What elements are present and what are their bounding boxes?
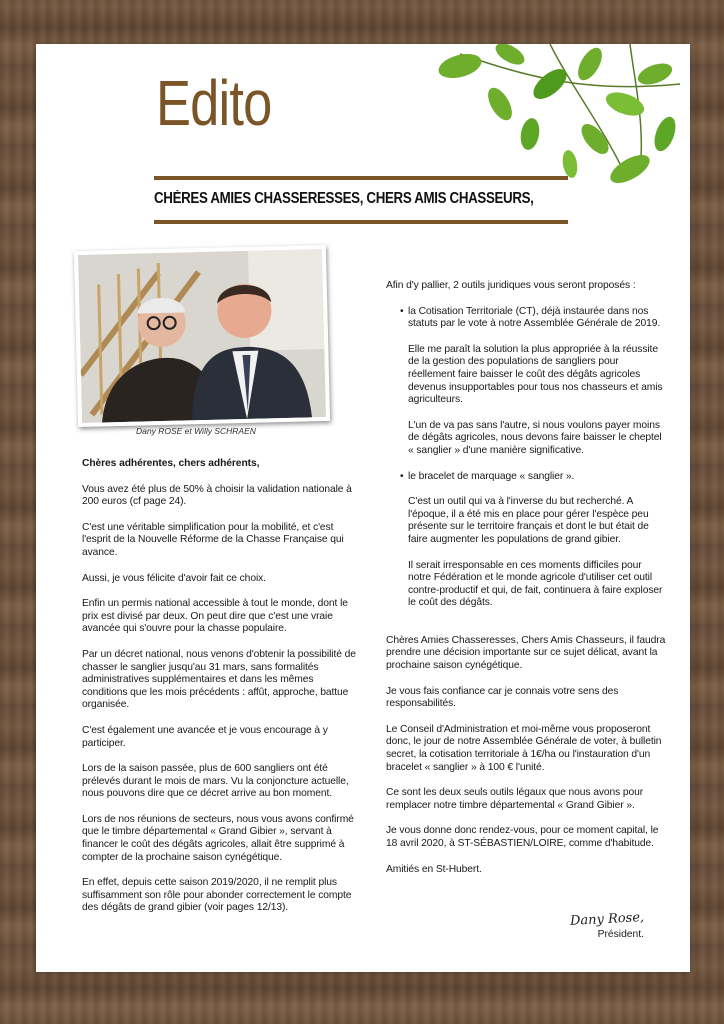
portrait-photo-image [78, 249, 326, 423]
spacer [386, 623, 666, 635]
paragraph: Vous avez été plus de 50% à choisir la validation nationale à 200 euros (cf page 24). [82, 483, 352, 508]
signature-block [570, 912, 644, 940]
paragraph: Lors de la saison passée, plus de 600 sangliers ont été prélevés durant le mois de mars. Vu la conjoncture actuelle, nous pouvons dire que ce décret arrive au bon moment. [82, 763, 349, 800]
paragraph: Elle me paraît la solution la plus appropriée à la réussite de la gestion des populations de sangliers pour réellement faire baisser le coût des dégâts agricoles devenus insupportables pour tous nos chasseurs et amis agriculteurs. [408, 343, 663, 406]
paragraph: Enfin un permis national accessible à tout le monde, dont le prix est divisé par deux. On peut dire que c'est une vraie avancée qui s'ouvre pour la chasse populaire. [82, 598, 348, 635]
paragraph: Je vous donne donc rendez-vous, pour ce moment capital, le 18 avril 2020, à ST-SÉBASTIEN/LOIRE, comme d'habitude. [386, 825, 659, 849]
paragraph: L'un de va pas sans l'autre, si nous voulons payer moins de dégâts agricoles, nous devons faire baisser le cheptel « sanglier » d'une manière significative. [408, 419, 662, 456]
paragraph: C'est également une avancée et je vous encourage à y participer. [82, 724, 328, 749]
page-sheet [36, 44, 690, 972]
paragraph: Lors de nos réunions de secteurs, nous vous avons confirmé que le timbre départemental « Grand Gibier », servant à financer le coût des dégâts agricoles, allait être supprimé à compter de la prochaine saison cynégétique. [82, 813, 354, 863]
paragraph: Je vous fais confiance car je connais votre sens des responsabilités. [386, 685, 619, 710]
portrait-photo [74, 245, 330, 427]
paragraph: Par un décret national, nous venons d'obtenir la possibilité de chasser le sanglier jusqu'au 31 mars, sans formalités administratives supplémentaires et dans les mêmes conditions que les mois précédents : affût, approche, battue organisée. [82, 648, 356, 711]
paragraph: Il serait irresponsable en ces moments difficiles pour notre Fédération et le monde agricole d'utiliser cet outil contre-productif et qui, de fait, continuera à faire exploser le coût des dégâts. [408, 559, 663, 609]
left-column [82, 458, 360, 928]
signature-name: Dany Rose, [569, 910, 645, 929]
title-rule-top [154, 176, 568, 180]
right-column [386, 280, 666, 889]
page-subtitle: CHÈRES AMIES CHASSERESSES, CHERS AMIS CHASSEURS, [154, 190, 534, 207]
paragraph: C'est une véritable simplification pour la mobilité, et c'est l'esprit de la Nouvelle Réforme de la Chasse Française qui avance. [82, 521, 344, 558]
leaves-decoration-icon [430, 44, 690, 204]
signature-role: Président. [597, 929, 644, 940]
title-rule-bottom [154, 220, 568, 224]
paragraph: Chères Amies Chasseresses, Chers Amis Chasseurs, il faudra prendre une décision importante sur ce sujet délicat, avant la prochaine saison cynégétique. [386, 634, 666, 672]
paragraph: Afin d'y pallier, 2 outils juridiques vous seront proposés : [386, 280, 636, 291]
paragraph: Le Conseil d'Administration et moi-même vous proposeront donc, le jour de notre Assemblée Générale de voter, à bulletin secret, la cotisation territoriale à 1€/ha ou l'instauration d'un bracelet « sanglier » à 100 € l'unité. [386, 723, 662, 773]
paragraph: Amitiés en St-Hubert. [386, 863, 482, 875]
paragraph: En effet, depuis cette saison 2019/2020, il ne remplit plus suffisamment son rôle pour abonder correctement le compte des dégâts de grand gibier (voir pages 12/13). [82, 877, 352, 914]
photo-caption: Dany ROSE et Willy SCHRAEN [136, 426, 256, 436]
page-title: Edito [156, 67, 272, 139]
paragraph: C'est un outil qui va à l'inverse du but recherché. A l'époque, il a été mis en place pour gérer l'espèce peu présente sur le territoire français et dont le but était de faire augmenter les populations de grand gibier. [408, 496, 649, 545]
bullet-item: • le bracelet de marquage « sanglier ». [386, 471, 666, 484]
greeting: Chères adhérentes, chers adhérents, [82, 458, 260, 469]
paragraph: Ce sont les deux seuls outils légaux que nous avons pour remplacer notre timbre départemental « Grand Gibier ». [386, 787, 644, 811]
paragraph: Aussi, je vous félicite d'avoir fait ce choix. [82, 572, 266, 584]
bullet-item: • la Cotisation Territoriale (CT), déjà instaurée dans nos statuts par le vote à notre Assemblée Générale de 2019. [386, 306, 666, 331]
